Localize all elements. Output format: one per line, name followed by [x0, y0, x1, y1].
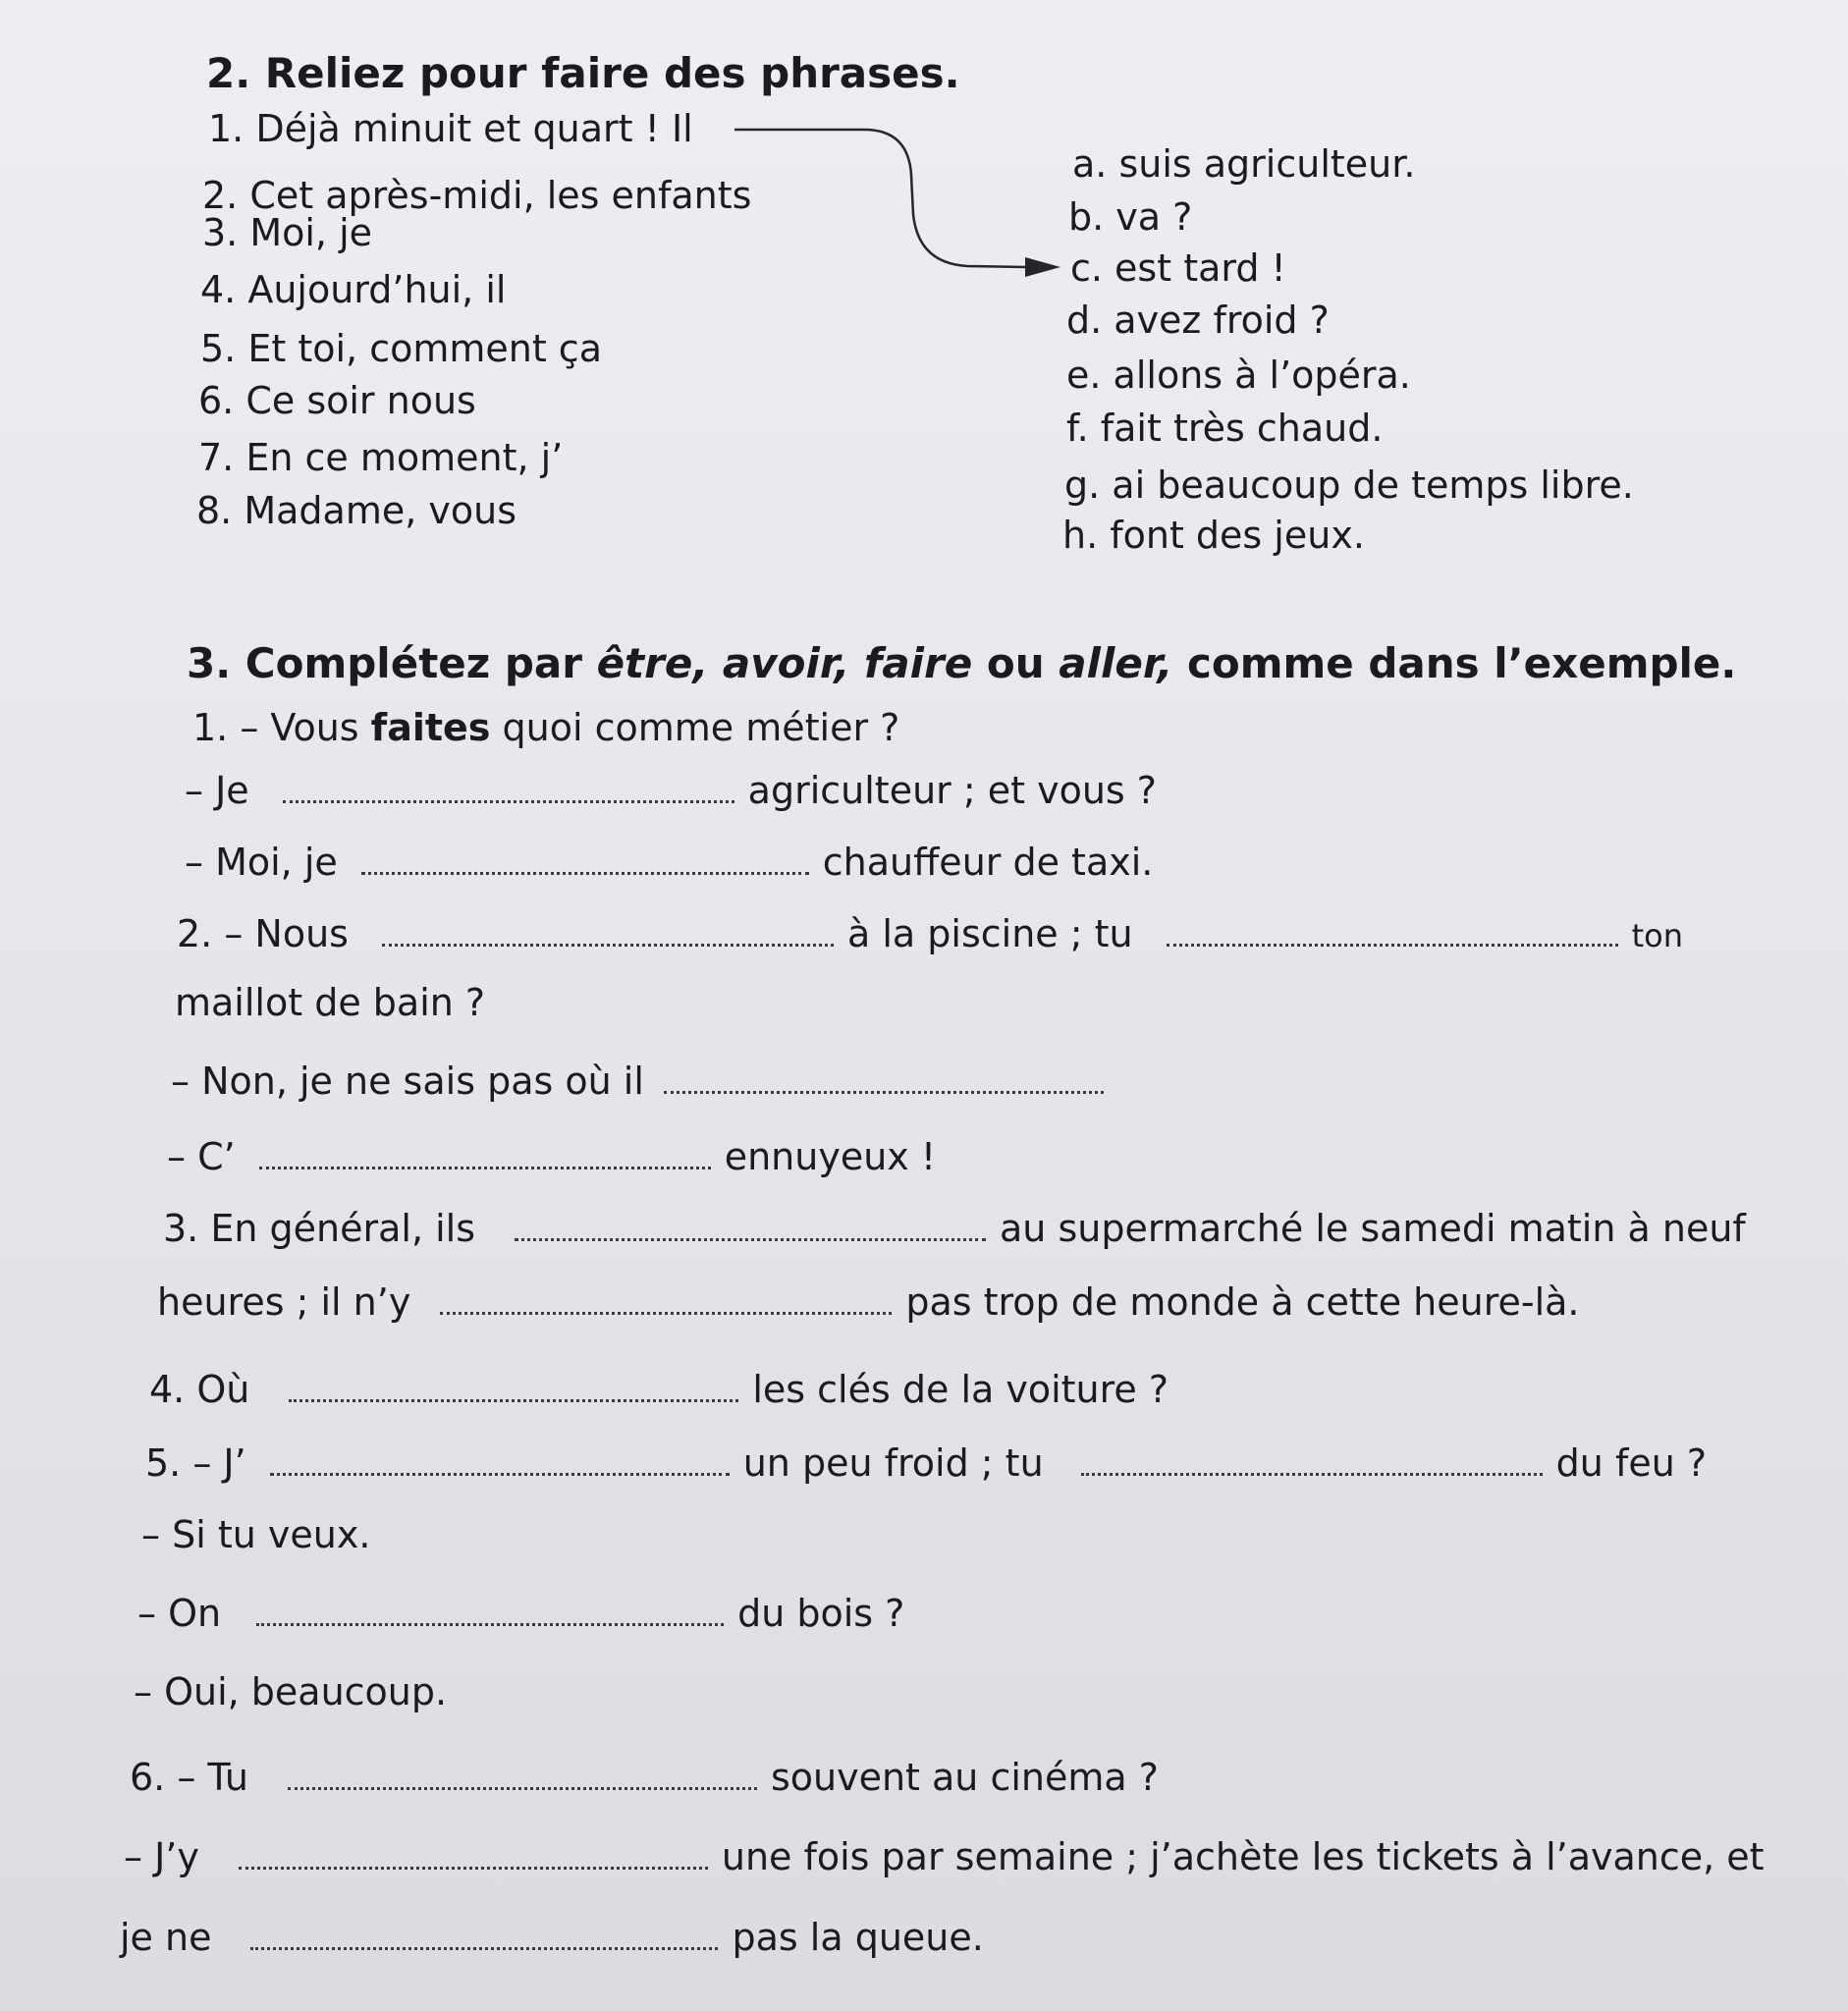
left-item-5: 5. Et toi, comment ça: [200, 327, 602, 370]
ex3-line-13: [137, 1591, 904, 1636]
line-text: un peu froid ; tu: [742, 1441, 1044, 1485]
right-item-f: f. fait très chaud.: [1066, 407, 1384, 450]
answer-blank[interactable]: [1167, 934, 1618, 947]
line-text: agriculteur ; et vous ?: [747, 769, 1157, 812]
right-item-h: h. font des jeux.: [1062, 514, 1365, 557]
ex3-line-16: [124, 1834, 1765, 1879]
left-item-2: 2. Cet après-midi, les enfants: [202, 174, 752, 217]
answer-blank[interactable]: [288, 1777, 757, 1790]
left-item-8: 8. Madame, vous: [196, 489, 516, 532]
line-text: 3. En général, ils: [163, 1207, 476, 1250]
line-text: 6. – Tu: [130, 1756, 248, 1799]
ex3-line-15: [130, 1755, 1159, 1800]
answer-blank[interactable]: [259, 1157, 711, 1169]
ex3-line-8: [163, 1206, 1746, 1251]
answer-blank[interactable]: [250, 1937, 718, 1950]
left-item-6: 6. Ce soir nous: [198, 379, 476, 422]
exercise-3-title: [187, 641, 1736, 686]
ex3-line-1: [192, 705, 899, 750]
title-text-end: comme dans l’exemple.: [1172, 639, 1737, 687]
ex3-line-5: maillot de bain ?: [175, 981, 486, 1024]
line-text: ton: [1631, 917, 1684, 954]
line-text: 1. – Vous: [192, 706, 371, 749]
line-text: – On: [137, 1592, 222, 1635]
line-text: – Non, je ne sais pas où il: [171, 1060, 644, 1103]
verb-aller: aller,: [1059, 639, 1173, 687]
line-text: 5. – J’: [145, 1441, 246, 1485]
line-text: – Je: [185, 769, 249, 812]
answer-blank[interactable]: [239, 1857, 708, 1870]
ex3-line-9: [157, 1279, 1580, 1325]
right-item-c: c. est tard !: [1070, 246, 1286, 290]
line-text: pas la queue.: [732, 1916, 984, 1959]
right-item-a: a. suis agriculteur.: [1072, 142, 1416, 186]
ex3-line-11: [145, 1440, 1707, 1486]
verb-faire: faire: [864, 639, 973, 687]
exercise-2-title: 2. Reliez pour faire des phrases.: [206, 49, 960, 97]
line-text: les clés de la voiture ?: [752, 1368, 1169, 1411]
line-text: chauffeur de taxi.: [822, 841, 1154, 884]
answer-blank[interactable]: [289, 1389, 738, 1402]
line-text: du bois ?: [737, 1592, 905, 1635]
ex3-line-10: [149, 1367, 1169, 1412]
answer-blank[interactable]: [440, 1302, 892, 1315]
answer-blank[interactable]: [515, 1228, 986, 1241]
answer-blank[interactable]: [664, 1081, 1104, 1094]
verb-etre: être,: [596, 639, 709, 687]
ex3-line-2: [185, 768, 1157, 813]
line-text: pas trop de monde à cette heure-là.: [905, 1280, 1580, 1324]
title-ou: ou: [972, 639, 1060, 687]
ex3-line-7: [167, 1134, 936, 1179]
right-item-d: d. avez froid ?: [1066, 299, 1330, 342]
left-item-7: 7. En ce moment, j’: [198, 436, 564, 479]
right-item-b: b. va ?: [1068, 195, 1193, 239]
line-text: du feu ?: [1555, 1441, 1708, 1485]
title-text-start: 3. Complétez par: [187, 639, 597, 687]
left-item-4: 4. Aujourd’hui, il: [200, 268, 507, 311]
right-item-g: g. ai beaucoup de temps libre.: [1064, 463, 1634, 507]
line-text: – J’y: [124, 1835, 199, 1878]
example-answer: faites: [370, 706, 491, 749]
ex3-line-14: – Oui, beaucoup.: [134, 1670, 448, 1713]
line-text: quoi comme métier ?: [490, 706, 900, 749]
answer-blank[interactable]: [382, 934, 834, 947]
line-text: 2. – Nous: [177, 912, 349, 955]
right-item-e: e. allons à l’opéra.: [1066, 353, 1411, 397]
answer-blank[interactable]: [283, 790, 734, 803]
line-text: je ne: [120, 1916, 212, 1959]
answer-blank[interactable]: [361, 862, 809, 875]
ex3-line-12: – Si tu veux.: [141, 1513, 371, 1556]
line-text: – Moi, je: [185, 841, 338, 884]
answer-blank[interactable]: [256, 1613, 724, 1626]
ex3-line-4: [177, 911, 1683, 958]
left-item-1: 1. Déjà minuit et quart ! Il: [208, 107, 693, 150]
ex3-line-6: [171, 1059, 1117, 1104]
line-text: – C’: [167, 1135, 236, 1178]
left-item-3: 3. Moi, je: [202, 211, 373, 254]
line-text: heures ; il n’y: [157, 1280, 411, 1324]
line-text: au supermarché le samedi matin à neuf: [1000, 1207, 1746, 1250]
ex3-line-17: [120, 1915, 984, 1960]
answer-blank[interactable]: [1081, 1463, 1543, 1476]
answer-blank[interactable]: [270, 1463, 730, 1476]
ex3-line-3: [185, 840, 1153, 885]
line-text: souvent au cinéma ?: [770, 1756, 1159, 1799]
line-text: ennuyeux !: [724, 1135, 937, 1178]
line-text: une fois par semaine ; j’achète les tickets à l’avance, et: [721, 1835, 1765, 1878]
verb-avoir: avoir,: [722, 639, 850, 687]
line-text: 4. Où: [149, 1368, 250, 1411]
line-text: à la piscine ; tu: [846, 912, 1133, 955]
